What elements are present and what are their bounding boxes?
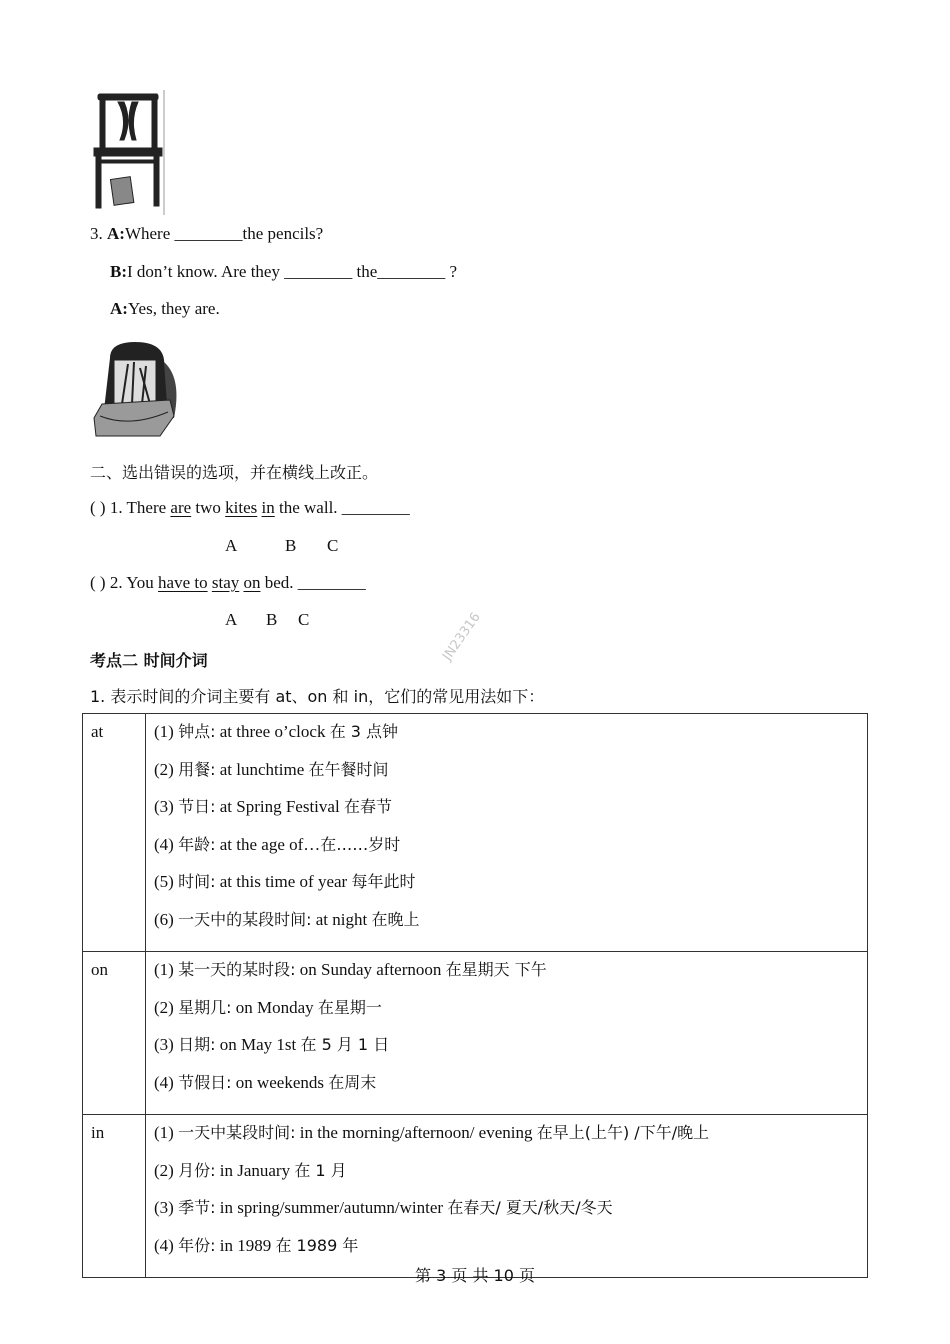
usage-zh: 钟点: <box>178 722 216 741</box>
usage-line <box>154 795 867 833</box>
usage-num: (3) <box>154 1198 174 1217</box>
usage-en: at this time of year <box>215 872 352 891</box>
usage-en: on weekends <box>231 1072 329 1092</box>
item2-letter-b: B <box>266 610 278 629</box>
item1-letter-a: A <box>225 536 238 555</box>
usage-line <box>154 870 867 908</box>
item2-letter-a: A <box>225 610 238 629</box>
usage-num: (3) <box>154 797 174 816</box>
usage-zh: 年份: <box>178 1235 216 1255</box>
usage-num: (2) <box>154 1160 174 1180</box>
usage-zh: 时间: <box>178 872 216 891</box>
usage-num: (1) <box>154 960 174 979</box>
item2-letter-c: C <box>298 610 310 629</box>
table-row <box>83 952 868 1115</box>
q3-line-a1 <box>90 224 323 244</box>
usage-num: (4) <box>154 1072 174 1092</box>
usage-tr: 在 1989 年 <box>275 1235 359 1255</box>
preposition-key: on <box>83 952 146 1115</box>
usage-tr: 在……岁时 <box>320 834 401 854</box>
chair-illustration <box>90 90 170 215</box>
backpack-illustration <box>90 338 184 440</box>
usage-line <box>154 758 867 796</box>
usage-tr: 在午餐时间 <box>308 759 389 779</box>
item1-prefix: ( ) 1. There <box>90 498 171 517</box>
q3-a1-text: Where ________the pencils? <box>124 224 324 243</box>
item2-option-b: stay <box>211 573 240 592</box>
point2-intro: 1. 表示时间的介词主要有 at、on 和 in，它们的常见用法如下： <box>90 687 545 706</box>
item2-tail: bed. ________ <box>260 573 366 592</box>
usage-zh: 星期几: <box>178 997 232 1017</box>
usage-line <box>154 1196 867 1234</box>
usage-line <box>154 1159 867 1197</box>
usage-num: (4) <box>154 834 174 854</box>
usage-num: (4) <box>154 1235 174 1255</box>
usage-line <box>154 1033 867 1071</box>
q3-line-b <box>110 262 457 282</box>
preposition-key: in <box>83 1115 146 1278</box>
usage-num: (1) <box>154 1123 174 1142</box>
table-row <box>83 1115 868 1278</box>
usage-en: at Spring Festival <box>215 797 344 816</box>
preposition-key: at <box>83 714 146 952</box>
watermark: JN23316 <box>440 610 484 664</box>
speaker-a: A: <box>107 224 125 243</box>
usage-zh: 某一天的某时段: <box>178 960 296 979</box>
usage-tr: 在星期一 <box>317 997 382 1017</box>
usage-line <box>154 720 867 758</box>
usage-line <box>154 1071 867 1109</box>
item2-option-c: on <box>243 573 261 592</box>
usage-tr: 在早上(上午) /下午/晚上 <box>536 1123 710 1142</box>
page-footer: 第 3 页 共 10 页 <box>415 1266 535 1285</box>
usage-en: in spring/summer/autumn/winter <box>215 1198 448 1217</box>
usage-en: in the morning/afternoon/ evening <box>295 1123 537 1142</box>
item1-option-a: are <box>170 498 192 517</box>
usage-tr: 在晚上 <box>371 909 420 929</box>
usage-en: at three o’clock <box>215 722 330 741</box>
item1-letter-c: C <box>327 536 339 555</box>
usage-zh: 用餐: <box>178 759 216 779</box>
usage-en: on Monday <box>231 997 318 1017</box>
item1-option-b: kites <box>225 498 258 517</box>
usage-zh: 季节: <box>178 1198 216 1217</box>
usage-en: on May 1st <box>215 1035 301 1054</box>
usage-line <box>154 908 867 946</box>
usage-en: on Sunday afternoon <box>295 960 446 979</box>
usage-num: (1) <box>154 722 174 741</box>
item2-prefix: ( ) 2. You <box>90 573 159 592</box>
usage-en: in 1989 <box>215 1235 276 1255</box>
usage-line <box>154 996 867 1034</box>
usage-zh: 节假日: <box>178 1072 232 1092</box>
item2-option-a: have to <box>158 573 208 592</box>
usage-tr: 每年此时 <box>351 872 416 891</box>
usage-tr: 在星期天 下午 <box>445 960 547 979</box>
item1-letter-b: B <box>285 536 297 555</box>
item1-option-c: in <box>261 498 275 517</box>
usage-zh: 月份: <box>178 1160 216 1180</box>
speaker-b: B: <box>110 262 127 281</box>
usage-cell <box>146 952 868 1115</box>
table-row <box>83 714 868 952</box>
usage-tr: 在春节 <box>343 797 392 816</box>
q3-b-text: I don’t know. Are they ________ the________ ? <box>127 262 458 281</box>
speaker-a: A: <box>110 299 128 318</box>
usage-num: (3) <box>154 1035 174 1054</box>
section2-title: 二、选出错误的选项，并在横线上改正。 <box>90 463 379 482</box>
usage-zh: 年龄: <box>178 834 216 854</box>
error-item-1 <box>90 498 410 518</box>
usage-zh: 日期: <box>178 1035 216 1054</box>
item1-mid: two <box>191 498 226 517</box>
usage-line <box>154 1121 867 1159</box>
usage-tr: 在周末 <box>328 1072 377 1092</box>
usage-tr: 在 1 月 <box>294 1160 347 1180</box>
point2-title: 考点二 时间介词 <box>90 651 208 670</box>
error-item-2 <box>90 573 366 593</box>
usage-tr: 在 5 月 1 日 <box>300 1035 390 1054</box>
q3-line-a2 <box>110 299 220 319</box>
usage-num: (2) <box>154 997 174 1017</box>
usage-num: (2) <box>154 759 174 779</box>
usage-num: (6) <box>154 909 174 929</box>
usage-line <box>154 833 867 871</box>
usage-en: at lunchtime <box>215 759 309 779</box>
preposition-table <box>82 713 868 1278</box>
usage-tr: 在春天/ 夏天/秋天/冬天 <box>447 1198 613 1217</box>
usage-zh: 一天中某段时间: <box>178 1123 296 1142</box>
usage-en: in January <box>215 1160 295 1180</box>
usage-en: at night <box>311 909 372 929</box>
usage-line <box>154 958 867 996</box>
usage-tr: 在 3 点钟 <box>329 722 399 741</box>
usage-zh: 一天中的某段时间: <box>178 909 312 929</box>
usage-cell <box>146 1115 868 1278</box>
item1-tail: the wall. ________ <box>274 498 410 517</box>
q3-number: 3. <box>90 224 103 243</box>
usage-en: at the age of… <box>215 834 321 854</box>
usage-zh: 节日: <box>178 797 216 816</box>
usage-cell <box>146 714 868 952</box>
q3-a2-text: Yes, they are. <box>127 299 220 318</box>
usage-num: (5) <box>154 872 174 891</box>
